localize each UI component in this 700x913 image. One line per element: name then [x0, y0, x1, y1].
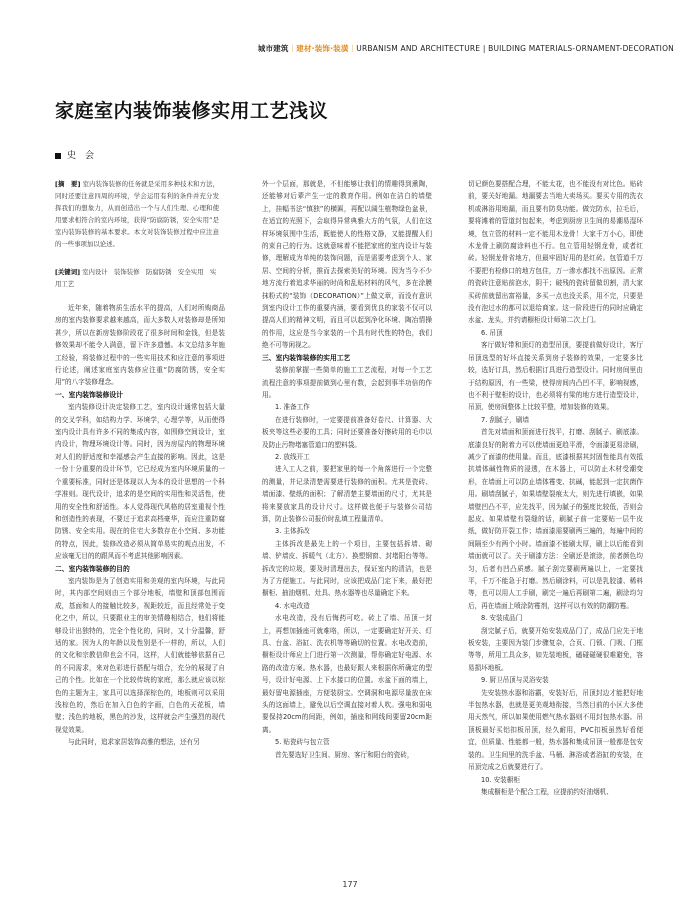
abstract-text: 室内装饰装修的任务就是采用多种技术和方法，同时还要注意四周的环境，学会运用有利的条件并充分发挥我们的想象力，从而创造出一个与人们生理、心理和使用要求相符合的室内环境，获得“防腐防锈，安全实用”是室内装饰装修的基本要求。本文对装饰装修过程中应注意的一些事项加以论述。 — [55, 180, 219, 248]
paragraph: 主体拆改是最先上的一个项目，主要包括拆墙、砌墙、铲墙皮、拆暖气（北方）、换塑钢窗、封堵阳台等等。拆改完的垃圾，要及时清理出去，保证室内的清洁，也是为了方便施工。与此同时，应该把成品门定下来，最好把橱柜、抽油烟机、灶具、热水器等也尽量确定下来。 — [262, 539, 432, 598]
header-separator: ｜ — [288, 44, 297, 53]
subsection-heading: 3. 主体拆改 — [275, 527, 310, 536]
article-title: 家庭室内装饰装修实用工艺浅议 — [55, 100, 329, 122]
abstract-label: [摘 要] — [55, 180, 81, 188]
paragraph: 先安装热水器和浴霸，安装好后，吊顶封边才能把好地半包热水器，也就是更美观地衔接，当然目前的小区大多使用天然气，所以如果使用燃气热水器则不用封包热水器。吊顶板最好买铝扣板吊顶，经久耐用，PVC扣板虽然好看便宜，但质量、性能都一般，热水器和集成吊顶一般都是包安装的。卫生间里的洗手盆、马桶、淋浴或者浴缸的安装，在吊顶完成之后就要进行了。 — [468, 688, 643, 772]
keywords — [55, 266, 219, 290]
subsection-heading: 10. 安装橱柜 — [481, 775, 520, 784]
paragraph: 切记颜色要搭配合理，不能太花，也不能没有对比色。贴砖前，要关好地漏。地漏要去当地大卖场买。要买专用的洗衣机或淋浴用地漏，而且要有防臭功能。做完防水，拉毛后，要将滩着的管道封包起来，考虑到厨房卫生间的易潮易湿环境，包立管的材料一定不能用木龙骨！大家千万小心，即使木龙骨上刷防腐涂料也不行。包立管用轻钢龙骨，或者红砖。轻钢龙骨省地方，但最牢固好用的是红砖。包管道千万不要把有检修口的地方包住，万一渗水都找不出原因。正常的瓷砖注意贴前泡水，阴干；破残的瓷砖留做切割，清大家买砖前就留出富裕量，多买一点也没关系，用不完，只要是没有泡过水的都可以退给商家。这一阶段进行的同时应确定水盆、龙头，并约请橱柜设计师第二次上门。 — [468, 180, 643, 325]
subsection-heading: 9. 厨卫吊顶与灵浴安装 — [481, 676, 549, 685]
column-2 — [262, 178, 432, 761]
paragraph: 外一个层面，那就是，不但能够让我们的情趣得到熏陶，还能够对后辈产生一定的教育作用。例如在洁白的墙壁上，挂幅书法“慎独”的横匾，再配以阔生植物绿色盆景，在适宜的光照下，会取得异常典雅大方的气氛，人们在这样环境氛围中生活，既能使人的性格文静，又能提醒人们的束自己的行为。这就意味着不能把家庭的室内设计与装修，理解成为单纯的装饰问题，而是需要考虑到个人、家居、空间的分析，推而去探索美好的环境。因为当今不少地方流行着追求华丽的时尚和乱贴材料的风气，多在涂膜抹粉式的“装饰（DECORATION）”上做文章，而没有意识到室内设计工作的重要内涵，要看到优良的家装不仅可以提高人们的精神文明，而且可以起到净化环境、陶冶情操的作用，这应是当今家装的一个具有时代性的特色，我们绝不可等闲视之。 — [262, 180, 432, 350]
paragraph: 集成橱柜是个配合工程，应提前约好油烟机、 — [481, 787, 613, 796]
paragraph: 与此同时，追求家居装饰高雅的想法，还有另 — [68, 738, 200, 747]
column-3 — [468, 178, 643, 798]
paragraph: 水电改造，没有后悔药可吃。砖上了墙、吊顶一封上，再想加插座可就难咯，所以，一定要确定好开关、灯具、台盆、浴缸、洗衣机等等确切的位置。水电改造前，橱柜设计师应上门进行第一次测量，帮你确定好电源、水路的改造方案。热水器，也最好跟人来根据你所确定的型号，设计好电源、上下水接口的位置。水盆下面的墙上，最好留电源插座，方便装厨宝。空调洞和电源尽量放在床头的这面墙上，避免以后空调直接对着人吹。强电和弱电要保持20cm的间距，例如，插座和网线间要留20cm距离。 — [262, 614, 432, 734]
subsection-heading: 5. 贴瓷砖与包立管 — [275, 738, 330, 747]
paragraph: 刮完腻子后，就要开始安装成品门了，成品门应先于地板安装，主要因为装门步骤复杂，合页、门锁、门吸、门框等等，所用工具众多，如先装地板，磕碰碰硬很难避免，容易损坏地板。 — [468, 626, 643, 672]
author-bullet-icon — [55, 153, 61, 159]
abstract — [55, 178, 219, 250]
subsection-heading: 1. 准备工作 — [275, 403, 310, 412]
paragraph: 在进行装修时，一定要提前准备好卷尺、计算器、大板夹等这些必要的工具；同时还要准备好擦砖用的毛巾以及防止污物堵塞管道口的塑料袋。 — [262, 415, 432, 449]
keywords-label: [关键词] — [55, 268, 81, 276]
header-journal: URBANISM AND ARCHITECTURE | BUILDING MATERIALS-ORNAMENT-DECORATION — [356, 44, 674, 53]
subsection-heading: 7. 刮腻子，刷墙 — [481, 415, 529, 424]
paragraph: 客厅做好带和顶灯的造型吊顶，要提前做好设计，客厅吊顶选型的好坏直接关系到房子装修的效果，一定要多比较，选好订具，然后根据订具进行造型设计。同时房间里由于结构原因，有一些梁，使得房间内凸凹不平，影响视感，也不利于壁柜的设计，也必须将有梁的地方进行造型设计，吊顶，使房间整体上比较平整，增加装修的效果。 — [468, 341, 643, 412]
paragraph: 首先要选好卫生间、厨房、客厅和阳台的瓷砖， — [275, 750, 414, 759]
header-separator-2: ｜ — [348, 44, 357, 53]
author-line — [55, 148, 94, 161]
header-category: 城市建筑 — [257, 44, 289, 53]
paragraph: 首先对墙面和顶面进行找平，打磨、刮腻子、刷底漆。底漆良好的附着力可以使墙面更趋平滑，令面漆更易涂刷，减少了面漆的使用量。而且，底漆根据其封固性能具有效抵抗墙体碱性物质的浸透，在木器上，可以防止木材受潮变形，在墙面上可以防止墙体霉变、抗碱，能起到一定抗菌作用。刷墙刮腻子，如果墙壁裂痕太大，则先进行填嵌，如果墙壁凹凸不平，应先找平，因为腻子的强度比较低，否则会起皮。如果墙壁有裂缝的话，刷腻子前一定要贴一层牛皮纸，做好防开裂工作；墙面漆需要刷两三遍的，每遍中间的间隔至少有两个小时。墙面漆不能刷太厚，刷上以后能看到墙面就可以了。关于刷漆方法：全刷还是滚涂，前者颜色均匀，后者有凹凸质感。腻子刮完要刷两遍以上，一定要找平，千万不能急于打磨。然后刷涂料，可以是乳胶漆、稀料等，也可以用人工手刷，刷完一遍后再刷第二遍，刷涂均匀后，再在墙面上喷涂防霉剂，这样可以有效的防潮防霉。 — [468, 428, 643, 610]
page-number: 177 — [342, 880, 358, 889]
column-1 — [55, 302, 225, 749]
section-heading: 二、室内装饰装修的目的 — [55, 564, 130, 573]
paragraph: 室内装饰是为了创造实用和美观的室内环境，与此同时，其内部空间则由三个部分地板，墙壁和顶部包围而成，基面和人的接触比较多，视距较近，而且经常处于变化之中，所以，只要跟业主的审美情趣相结合，他们将能够设计出独特的，完全个性化的，同时，又十分温馨，舒适的家。因为人的年龄以及性别是不一样的，所以，人们的文化和宗教信仰也会不同，这样，人们就能够依据自己的不同需求，来对色彩进行搭配与组合，充分的展现了自己的个性。比如在一个比较传统的家庭，那么就应该以棕色的主题为主，家具可以选择深棕色的，地板则可以采用浅棕色的，然后在加入白色的字画，白色的天花板，墙壁；浅色的地板，黑色的沙发，这样就会产生强烈的现代视觉效果。 — [55, 576, 225, 734]
paragraph: 装修前掌握一些简单的施工工艺流程，对每一个工艺流程注意的事项提前做到心里有数，会起到事半功倍的作用。 — [262, 366, 432, 399]
keywords-text: 室内设计 装饰装修 防腐防锈 安全实用 实用工艺 — [55, 268, 217, 288]
subsection-heading: 4. 水电改造 — [275, 601, 310, 610]
section-heading: 三、室内装饰装修的实用工艺 — [262, 353, 351, 362]
subsection-heading: 8. 安装成品门 — [481, 614, 523, 623]
paragraph: 进入工人之前，要把家里的每一个角落进行一个完整的测量，并记录清楚需要进行装修的面积。尤其是瓷砖、墙面漆、壁纸的面积；了解清楚主要墙面的尺寸，尤其是将来要放家具的设计尺寸。这样做也便于与装修公司结算，防止装修公司报价时乱填工程量清单。 — [262, 465, 432, 523]
header-subcategory: 建材·装饰·装潢 — [296, 44, 349, 53]
section-heading: 一、室内装饰装修设计 — [55, 390, 123, 399]
subsection-heading: 2. 放线开工 — [275, 452, 310, 461]
header-text — [258, 43, 674, 54]
author-name: 史 会 — [67, 151, 95, 161]
paragraph: 室内装修设计决定装修工艺，室内设计通常包括大量的交叉学科，如结构力学、环境学，心理学等，从而使得室内设计具有许多不同的集成内容，如围修空间设计，室内设计，物理环境设计等。同时，因为房屋内的物理环境对人们的舒适度和幸福感会产生直接的影响。因此，这是一份十分重要的设计环节，它已经成为室内环境质量的一个重要标准，同时还是体现以人为本的设计思想的一个科学准则。现代设计，追求的是空间的实用性和灵活性，使用的安全性和舒适性。本人觉得现代风格的居室重视个性和创造性的表现，不要过于追求高档豪华，而应注重防腐防锈、安全实用。现在的住宅大多数存在小空间、多功能的特点，因此，装修改造必须从简单易实的观点出发，不应该毫无目的的跟风而不考虑其他影响因素。 — [55, 403, 225, 561]
paragraph: 近年来，随着物质生活水平的提高，人们对所购商品房的室内装修要求越来越高，而大多数人对装修却是所知甚少，所以在新房装修阶段花了很多时间和金钱，但是装修效果却不能令人满意，留下许多遗憾。本文总结多年施工经验，将装修过程中的一些实用技术和应注意的事项进行论述，阐述家庭室内装修应注重“防腐防锈，安全实用”的八字装修理念。 — [55, 304, 225, 387]
running-header — [0, 42, 700, 56]
subsection-heading: 6. 吊顶 — [481, 328, 503, 337]
